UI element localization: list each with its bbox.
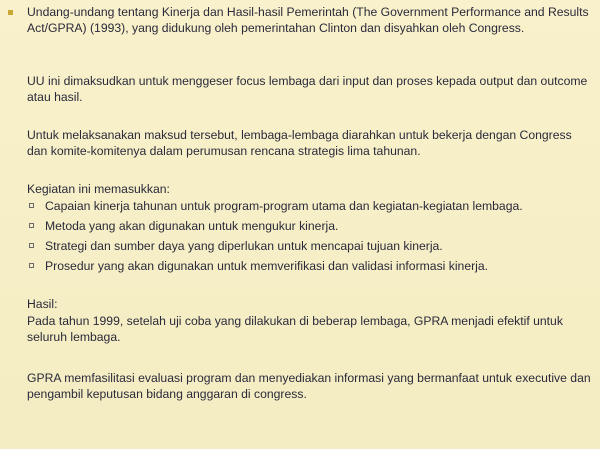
list-item [27, 238, 592, 254]
closing-paragraph: GPRA memfasilitasi evaluasi program dan menyediakan informasi yang bermanfaat untuk executive dan pengambil keputusan bidang anggaran di congress. [27, 371, 591, 401]
list-item-text: Metoda yang akan digunakan untuk mengukur kinerja. [45, 219, 339, 233]
list-item-text: Capaian kinerja tahunan untuk program-program utama dan kegiatan-kegiatan lembaga. [45, 199, 523, 213]
purpose-paragraph: UU ini dimaksudkan untuk menggeser focus lembaga dari input dan proses kepada output dan outcome atau hasil. [27, 74, 588, 104]
implementation-paragraph: Untuk melaksanakan maksud tersebut, lembaga-lembaga diarahkan untuk bekerja dengan Congress dan komite-komitenya dalam perumusan rencana strategis lima tahunan. [27, 128, 572, 158]
activities-heading: Kegiatan ini memasukkan: [27, 182, 170, 196]
hollow-square-bullet-icon [29, 243, 34, 248]
result-paragraph: Pada tahun 1999, setelah uji coba yang dilakukan di beberap lembaga, GPRA menjadi efektif untuk seluruh lembaga. [27, 314, 563, 344]
hollow-square-bullet-icon [29, 203, 34, 208]
list-item [27, 198, 592, 214]
result-heading: Hasil: [27, 297, 58, 311]
hollow-square-bullet-icon [29, 223, 34, 228]
activities-list [27, 198, 592, 278]
square-bullet-icon [8, 10, 13, 15]
hollow-square-bullet-icon [29, 263, 34, 268]
list-item [27, 218, 592, 234]
list-item-text: Prosedur yang akan digunakan untuk memverifikasi dan validasi informasi kinerja. [45, 259, 489, 273]
list-item [27, 258, 592, 274]
intro-paragraph: Undang-undang tentang Kinerja dan Hasil-hasil Pemerintah (The Government Performance and Results Act/GPRA) (1993), yang didukung oleh pemerintahan Clinton dan disyahkan oleh Congress. [27, 5, 589, 35]
list-item-text: Strategi dan sumber daya yang diperlukan untuk mencapai tujuan kinerja. [45, 239, 443, 253]
